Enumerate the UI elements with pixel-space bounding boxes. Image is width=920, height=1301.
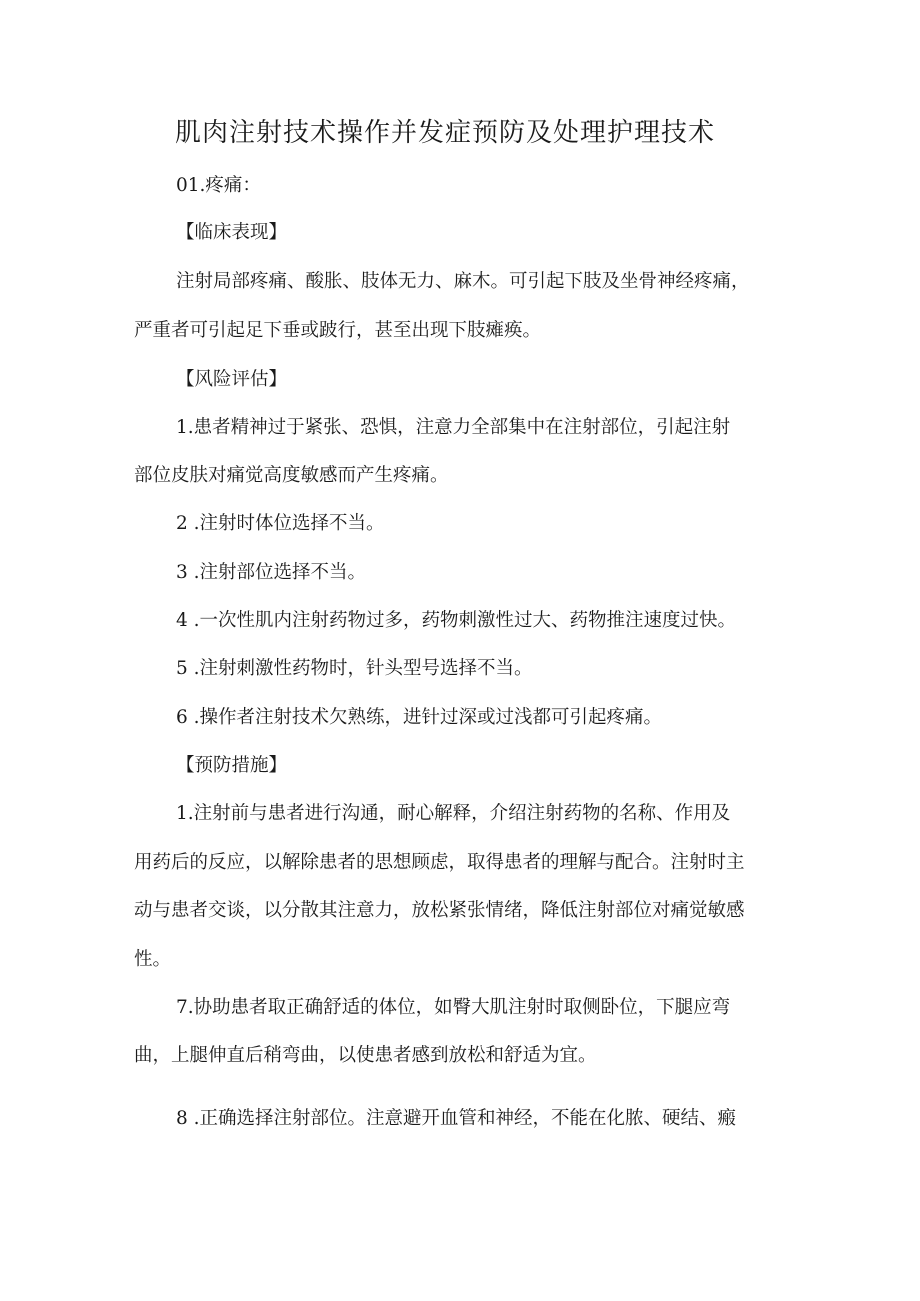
subheading-clinical-manifestation: 【临床表现】 [176, 222, 288, 243]
subheading-risk-assessment: 【风险评估】 [176, 369, 288, 390]
list-item-line: 动与患者交谈，以分散其注意力，放松紧张情绪，降低注射部位对痛觉敏感 [134, 900, 745, 921]
list-item-line: 性。 [134, 949, 172, 970]
list-item-line: 8 .正确选择注射部位。注意避开血管和神经，不能在化脓、硬结、瘢 [176, 1108, 737, 1129]
list-item-line: 7.协助患者取正确舒适的体位，如臀大肌注射时取侧卧位，下腿应弯 [176, 997, 731, 1018]
list-item-line: 部位皮肤对痛觉高度敏感而产生疼痛。 [134, 465, 449, 486]
list-item-line: 用药后的反应，以解除患者的思想顾虑，取得患者的理解与配合。注射时主 [134, 852, 745, 873]
list-item-line: 1.注射前与患者进行沟通，耐心解释，介绍注射药物的名称、作用及 [176, 803, 731, 824]
paragraph-line: 严重者可引起足下垂或跛行，甚至出现下肢瘫痪。 [134, 320, 542, 341]
list-item-line: 1.患者精神过于紧张、恐惧，注意力全部集中在注射部位，引起注射 [176, 417, 731, 438]
section-heading-pain: 01.疼痛： [176, 175, 261, 196]
subheading-prevention: 【预防措施】 [176, 755, 288, 776]
list-item-line: 曲，上腿伸直后稍弯曲，以使患者感到放松和舒适为宜。 [134, 1045, 597, 1066]
document-title: 肌肉注射技术操作并发症预防及处理护理技术 [175, 118, 716, 148]
paragraph-line: 注射局部疼痛、酸胀、肢体无力、麻木。可引起下肢及坐骨神经疼痛， [176, 271, 750, 292]
list-item-line: 3 .注射部位选择不当。 [176, 562, 367, 583]
list-item-line: 2 .注射时体位选择不当。 [176, 513, 385, 534]
list-item-line: 4 .一次性肌内注射药物过多，药物刺激性过大、药物推注速度过快。 [176, 610, 737, 631]
list-item-line: 6 .操作者注射技术欠熟练，进针过深或过浅都可引起疼痛。 [176, 707, 663, 728]
list-item-line: 5 .注射刺激性药物时，针头型号选择不当。 [176, 658, 533, 679]
